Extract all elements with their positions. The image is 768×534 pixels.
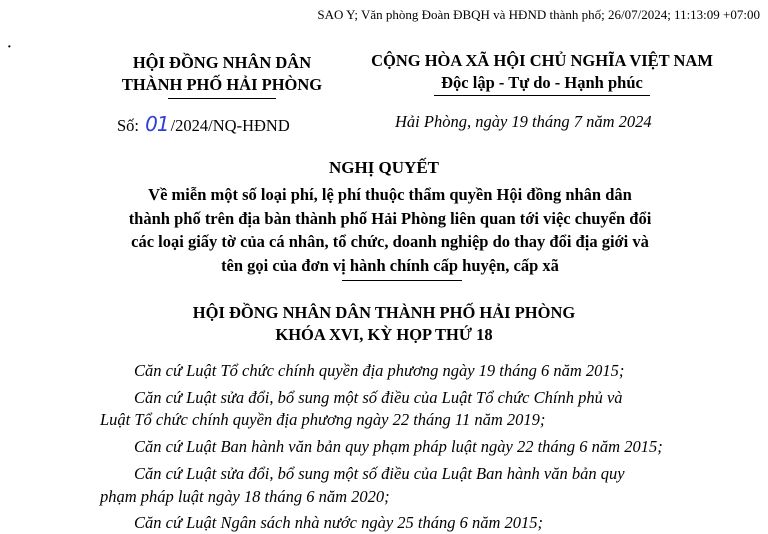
council-session: KHÓA XVI, KỲ HỌP THỨ 18: [275, 325, 493, 344]
summary-line: Về miễn một số loại phí, lệ phí thuộc thẩm quyền Hội đồng nhân dân: [148, 185, 632, 204]
issuer-line-2: THÀNH PHỐ HẢI PHÒNG: [121, 75, 323, 94]
handwritten-number: 01: [145, 112, 169, 136]
legal-basis-line: Căn cứ Luật Tổ chức chính quyền địa phương ngày 19 tháng 6 năm 2015;: [134, 361, 625, 380]
council-heading: [0, 302, 768, 346]
legal-basis-line: phạm pháp luật ngày 18 tháng 6 năm 2020;: [100, 487, 390, 506]
place-date: Hải Phòng, ngày 19 tháng 7 năm 2024: [395, 112, 652, 131]
legal-basis-line: Căn cứ Luật sửa đổi, bổ sung một số điều của Luật Ban hành văn bản quy: [134, 464, 625, 483]
motto: Độc lập - Tự do - Hạnh phúc: [441, 73, 643, 92]
summary-line: tên gọi của đơn vị hành chính cấp huyện, cấp xã: [221, 255, 559, 275]
digital-copy-stamp: SAO Y; Văn phòng Đoàn ĐBQH và HĐND thành phố; 26/07/2024; 11:13:09 +07:00: [317, 7, 760, 22]
motto-underline: [434, 95, 650, 96]
council-name: HỘI ĐỒNG NHÂN DÂN THÀNH PHỐ HẢI PHÒNG: [192, 303, 576, 322]
summary-underline: [342, 280, 462, 281]
legal-basis-line: Luật Tổ chức chính quyền địa phương ngày 22 tháng 11 năm 2019;: [100, 410, 546, 429]
document-number-suffix: /2024/NQ-HĐND: [170, 116, 290, 135]
legal-basis-line: Căn cứ Luật Ban hành văn bản quy phạm pháp luật ngày 22 tháng 6 năm 2015;: [134, 437, 663, 456]
margin-mark: ·: [7, 40, 12, 55]
legal-basis-line: Căn cứ Luật sửa đổi, bổ sung một số điều của Luật Tổ chức Chính phủ và: [134, 388, 623, 407]
summary-line: thành phố trên địa bàn thành phố Hải Phòng liên quan tới việc chuyển đổi: [128, 208, 652, 228]
document-number: [117, 112, 290, 136]
issuer-block: [88, 52, 356, 99]
issuer-line-1: HỘI ĐỒNG NHÂN DÂN: [132, 53, 312, 72]
country-name: CỘNG HÒA XÃ HỘI CHỦ NGHĨA VIỆT NAM: [371, 51, 713, 70]
document-number-prefix: Số:: [117, 116, 140, 135]
issuer-underline: [168, 98, 276, 99]
document-type-title: NGHỊ QUYẾT: [328, 158, 440, 177]
summary-line: các loại giấy tờ của cá nhân, tổ chức, doanh nghiệp do thay đổi địa giới và: [131, 232, 649, 251]
national-motto-block: [352, 50, 732, 96]
document-summary: [60, 183, 720, 281]
legal-basis-line: Căn cứ Luật Ngân sách nhà nước ngày 25 tháng 6 năm 2015;: [134, 513, 544, 532]
